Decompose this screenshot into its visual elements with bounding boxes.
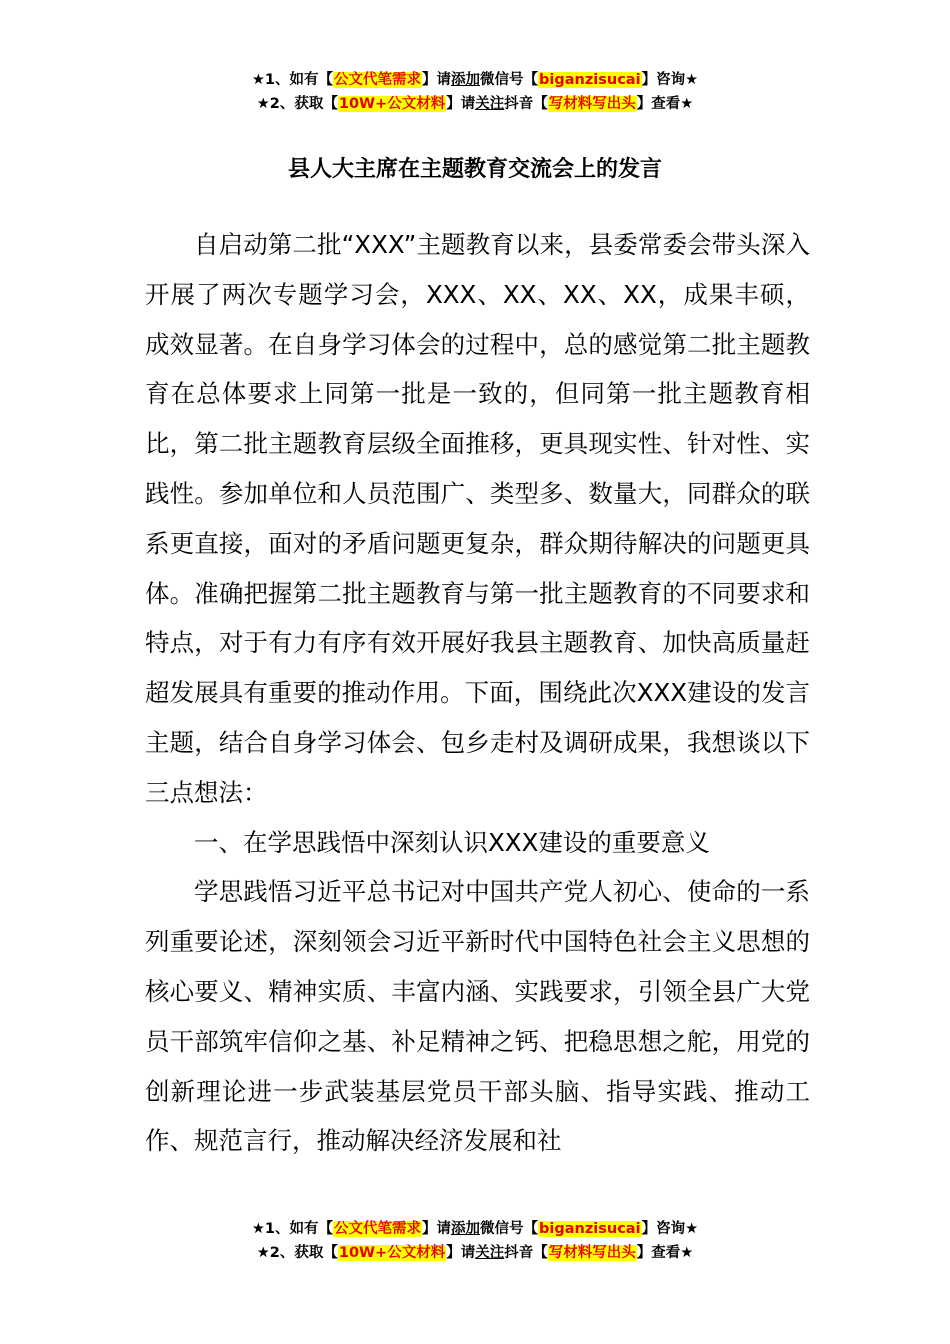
document-body	[145, 220, 810, 1166]
banner-text: 】请	[446, 1245, 476, 1261]
banner-emphasis: 添加	[451, 1221, 481, 1237]
banner-emphasis: 关注	[475, 1245, 505, 1261]
banner-highlight: 公文代笔需求	[334, 1221, 422, 1237]
banner-highlight-wechat: biganzisucai	[539, 1221, 641, 1237]
section-heading-1: 一、在学思践悟中深刻认识XXX建设的重要意义	[194, 827, 710, 857]
banner-text: 抖音【	[504, 1245, 548, 1261]
banner-text: 】查看★	[636, 96, 694, 112]
footer-banner	[0, 1217, 950, 1265]
banner-text: 】请	[446, 96, 476, 112]
banner-highlight-douyin: 写材料写出头	[548, 1245, 636, 1261]
banner-highlight-wechat: biganzisucai	[539, 72, 641, 88]
banner-text: 】咨询★	[641, 72, 699, 88]
banner-line-1	[0, 68, 950, 92]
footer-line-1	[0, 1217, 950, 1241]
banner-text: ★1、如有【	[251, 1221, 334, 1237]
banner-text: 】查看★	[636, 1245, 694, 1261]
banner-text: 】咨询★	[641, 1221, 699, 1237]
banner-emphasis: 添加	[451, 72, 481, 88]
banner-text: ★2、获取【	[256, 1245, 338, 1261]
banner-highlight: 10W+公文材料	[338, 96, 446, 112]
footer-line-2	[0, 1241, 950, 1265]
banner-emphasis: 关注	[475, 96, 505, 112]
banner-text: 】请	[422, 1221, 452, 1237]
banner-highlight: 10W+公文材料	[338, 1245, 446, 1261]
banner-text: ★2、获取【	[256, 96, 338, 112]
banner-text: 】请	[422, 72, 452, 88]
header-banner	[0, 68, 950, 116]
banner-text: 微信号【	[480, 72, 539, 88]
paragraph-section-1: 学思践悟习近平总书记对中国共产党人初心、使命的一系列重要论述，深刻领会习近平新时代中国特色社会主义思想的核心要义、精神实质、丰富内涵、实践要求，引领全县广大党员干部筑牢信仰之基、补足精神之钙、把稳思想之舵，用党的创新理论进一步武装基层党员干部头脑、指导实践、推动工作、规范言行，推动解决经济发展和社	[145, 877, 810, 1156]
document-title: 县人大主席在主题教育交流会上的发言	[287, 157, 662, 182]
banner-line-2	[0, 92, 950, 116]
banner-text: ★1、如有【	[251, 72, 334, 88]
banner-text: 微信号【	[480, 1221, 539, 1237]
paragraph-intro: 自启动第二批“XXX”主题教育以来，县委常委会带头深入开展了两次专题学习会，XXX、XX、XX、XX，成果丰硕，成效显著。在自身学习体会的过程中，总的感觉第二批主题教育在总体要求上同第一批是一致的，但同第一批主题教育相比，第二批主题教育层级全面推移，更具现实性、针对性、实践性。参加单位和人员范围广、类型多、数量大，同群众的联系更直接，面对的矛盾问题更复杂，群众期待解决的问题更具体。准确把握第二批主题教育与第一批主题教育的不同要求和特点，对于有力有序有效开展好我县主题教育、加快高质量赶超发展具有重要的推动作用。下面，围绕此次XXX建设的发言主题，结合自身学习体会、包乡走村及调研成果，我想谈以下三点想法：	[145, 230, 810, 807]
banner-highlight-douyin: 写材料写出头	[548, 96, 636, 112]
banner-text: 抖音【	[504, 96, 548, 112]
banner-highlight: 公文代笔需求	[334, 72, 422, 88]
